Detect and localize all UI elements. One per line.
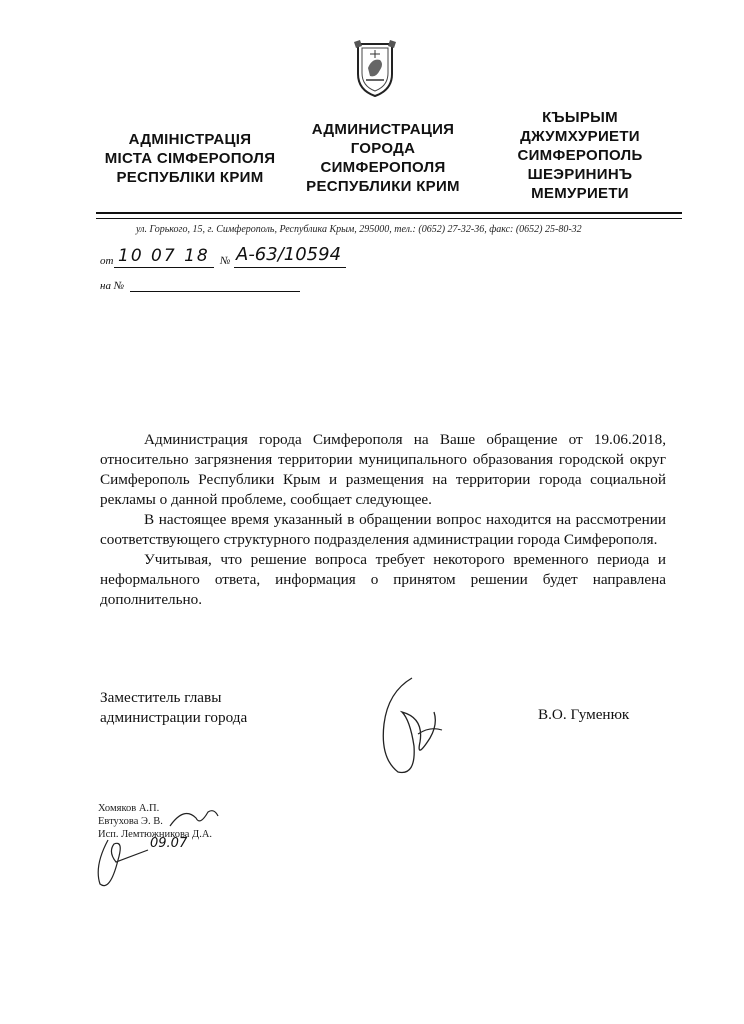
position-line: Заместитель главы xyxy=(100,689,222,706)
header-ru-line: АДМИНИСТРАЦИЯ xyxy=(311,121,455,138)
signatory-name: В.О. Гуменюк xyxy=(538,706,630,723)
header-crh-line: ДЖУМХУРИЕТИ xyxy=(520,128,640,145)
header-divider-thick xyxy=(96,212,682,214)
letter-body xyxy=(100,430,666,610)
position-line: администрации города xyxy=(100,709,248,726)
body-paragraph: В настоящее время указанный в обращении вопрос находится на рассмотрении соответствующего структурного подразделения администрации города Симферополя. xyxy=(100,511,666,548)
registration-number-label: № xyxy=(220,255,231,267)
signatory-position xyxy=(100,688,247,728)
registration-from-label: от xyxy=(100,255,114,267)
registration-number: А-63/10594 xyxy=(236,244,342,265)
header-russian xyxy=(298,120,468,196)
address-line: ул. Горького, 15, г. Симферополь, Республика Крым, 295000, тел.: (0652) 27-32-36, факс: (0652) 25-80-32 xyxy=(136,224,582,235)
handwritten-date: 09.07 xyxy=(150,836,188,851)
body-paragraph: Учитывая, что решение вопроса требует некоторого временного периода и неформального ответа, информация о принятом решении будет направлена дополнительно. xyxy=(100,551,666,608)
header-ua-line: АДМІНІСТРАЦІЯ xyxy=(128,131,252,148)
reference-number-label: на № xyxy=(100,280,125,292)
body-paragraph: Администрация города Симферополя на Ваше обращение от 19.06.2018, относительно загрязнения территории муниципального образования городской округ Симферополь Республики Крым и размещения на территории города социальной рекламы о данной проблеме, сообщает следующее. xyxy=(100,431,666,508)
reference-underline xyxy=(130,291,300,292)
handwritten-signature xyxy=(372,672,452,782)
executor-line: Исп. Лемтюжникова Д.А. xyxy=(98,829,213,840)
header-crh-line: СИМФЕРОПОЛЬ xyxy=(517,147,643,164)
number-underline xyxy=(234,267,346,268)
header-ua-line: МІСТА СІМФЕРОПОЛЯ xyxy=(104,150,276,167)
date-underline xyxy=(114,267,214,268)
executor-line: Хомяков А.П. xyxy=(98,803,160,814)
executor-line: Евтухова Э. В. xyxy=(98,816,163,827)
header-crh-line: КЪЫРЫМ xyxy=(542,109,618,126)
registration-date: 10 07 18 xyxy=(118,246,210,266)
header-crimean-tatar xyxy=(500,108,660,203)
city-coat-of-arms-icon xyxy=(350,40,400,98)
header-ua-line: РЕСПУБЛІКИ КРИМ xyxy=(116,169,264,186)
header-divider-thin xyxy=(96,218,682,219)
header-ru-line: РЕСПУБЛИКИ КРИМ xyxy=(306,178,460,195)
header-ukrainian xyxy=(95,130,285,187)
header-ru-line: ГОРОДА xyxy=(350,140,416,157)
header-ru-line: СИМФЕРОПОЛЯ xyxy=(320,159,446,176)
header-crh-line: МЕМУРИЕТИ xyxy=(531,185,629,202)
header-crh-line: ШЕЭРИНИНЪ xyxy=(527,166,633,183)
